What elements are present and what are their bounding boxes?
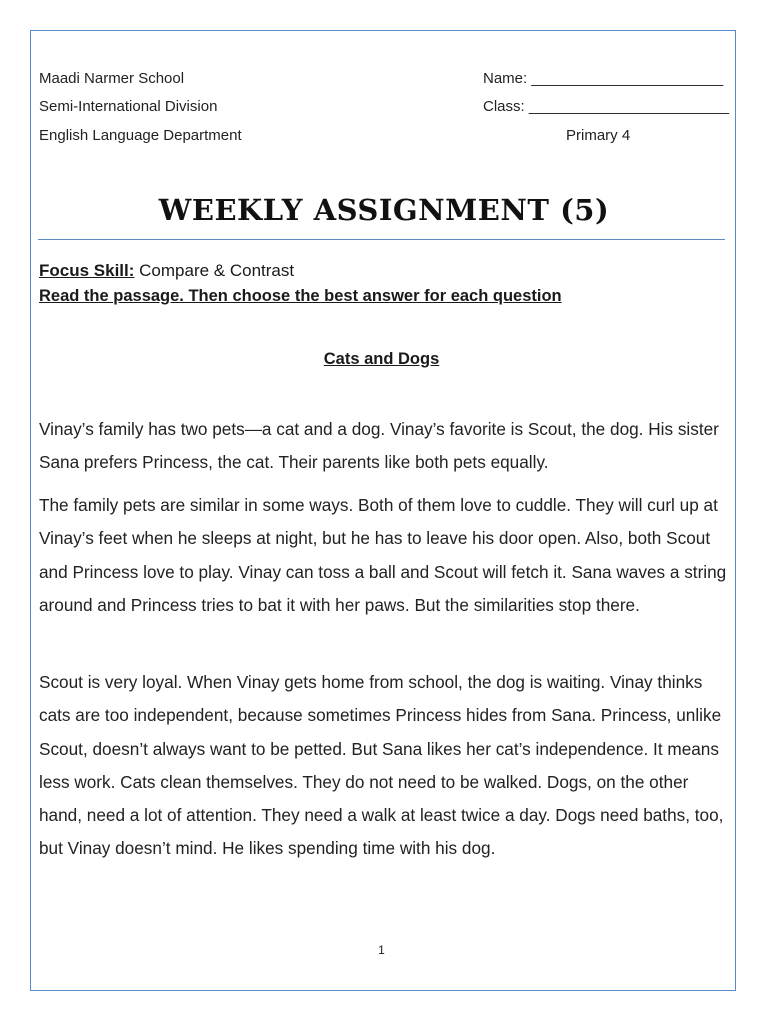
- focus-skill: [39, 261, 294, 281]
- page-title: WEEKLY ASSIGNMENT (5): [158, 193, 610, 227]
- instructions: Read the passage. Then choose the best answer for each question: [39, 287, 562, 305]
- paragraph-2: The family pets are similar in some ways. Both of them love to cuddle. They will curl up at Vinay’s feet when he sleeps at night, but he has to leave his door open. Also, both Scout and Princess love to play. Vinay can toss a ball and Scout will fetch it. Sana waves a string around and Princess tries to bat it with her paws. But the similarities stop there.: [39, 495, 727, 615]
- title-divider: [38, 239, 725, 240]
- grade-label: Primary 4: [566, 127, 631, 144]
- department-name: English Language Department: [39, 127, 242, 144]
- division-name: Semi-International Division: [39, 98, 218, 115]
- focus-skill-value: Compare & Contrast: [134, 261, 295, 280]
- focus-skill-label: Focus Skill:: [39, 261, 135, 280]
- paragraph-1: Vinay’s family has two pets—a cat and a dog. Vinay’s favorite is Scout, the dog. His sister Sana prefers Princess, the cat. Their parents like both pets equally.: [39, 419, 719, 473]
- name-field: Name: _______________________: [483, 70, 724, 87]
- paragraph-3: Scout is very loyal. When Vinay gets home from school, the dog is waiting. Vinay thinks cats are too independent, because sometimes Princess hides from Sana. Princess, unlike Scout, doesn’t always want to be petted. But Sana likes her cat’s independence. It means less work. Cats clean themselves. They do not need to be walked. Dogs, on the other hand, need a lot of attention. They need a walk at least twice a day. Dogs need baths, too, but Vinay doesn’t mind. He likes spending time with his dog.: [39, 672, 724, 859]
- class-field: Class: ________________________: [483, 98, 730, 115]
- page-number: 1: [378, 943, 385, 957]
- school-name: Maadi Narmer School: [39, 70, 185, 87]
- passage-title: Cats and Dogs: [323, 350, 440, 368]
